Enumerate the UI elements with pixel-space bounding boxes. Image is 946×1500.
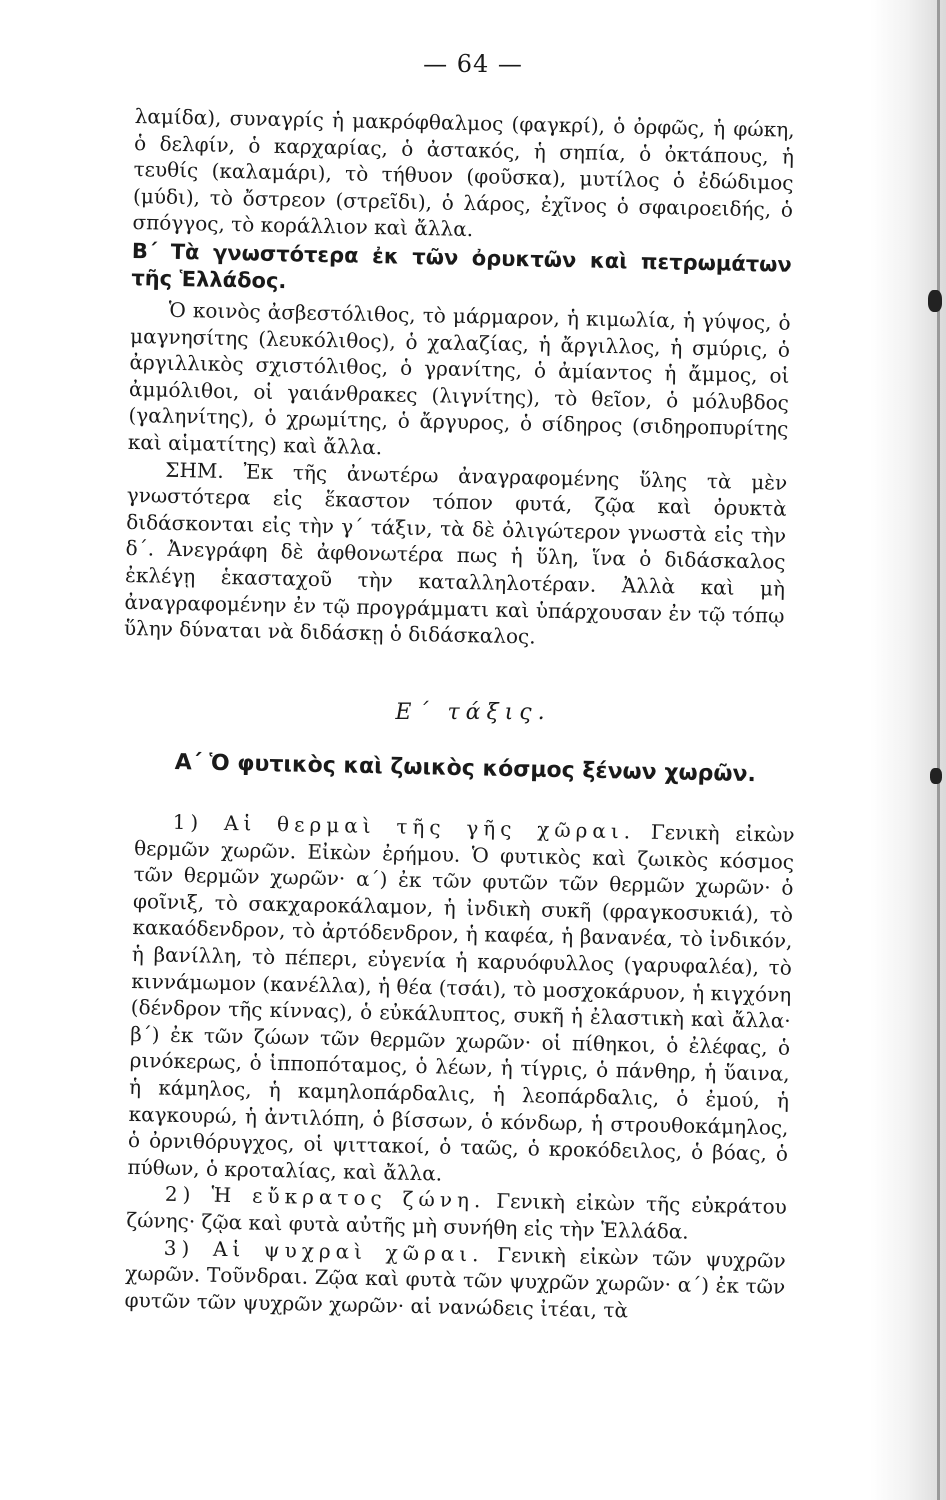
- hot-regions-label: 1) Αἱ θερμαὶ τῆς γῆς χῶραι.: [172, 809, 636, 844]
- cold-regions-label: 3) Αἱ ψυχραὶ χῶραι.: [163, 1235, 484, 1266]
- temperate-zone-text: Γενικὴ εἰκὼν τῆς εὐκράτου ζώνης· ζῷα καὶ φυτὰ αὐτῆς μὴ συνήθη εἰς τὴν Ἑλλάδα.: [126, 1188, 788, 1244]
- hot-regions-text: Γενικὴ εἰκὼν θερμῶν χωρῶν. Εἰκὼν ἐρήμου. Ὁ φυτικὸς καὶ ζωικὸς κόσμος τῶν θερμῶν χωρῶν· α΄) ἐκ τῶν φυτῶν τῶν θερμῶν χωρῶν· ὁ φοῖνιξ, τὸ σακχαροκάλαμον, ἡ ἰνδικὴ συκῆ (φραγκοσυκιά), τὸ κακαόδενδρον, τὸ ἀρτόδενδρον, ἡ καφέα, ἡ βανανέα, τὸ ἰνδικόν, ἡ βανίλλη, τὸ πέπερι, εὐγενία ἡ καρυόφυλλος (γαρυφαλέα), τὸ κιννάμωμον (κανέλλα), ἡ θέα (τσάι), τὸ μοσχοκάρυον, ἡ κιγχόνη (δένδρον τῆς κίννας), ὁ εὐκάλυπτος, συκῆ ἡ ἐλαστικὴ καὶ ἄλλα· β΄) ἐκ τῶν ζώων τῶν θερμῶν χωρῶν· οἱ πίθηκοι, ὁ ἐλέφας, ὁ ρινόκερως, ὁ ἱπποπόταμος, ὁ λέων, ἡ τίγρις, ὁ πάνθηρ, ἡ ὕαινα, ἡ κάμηλος, ἡ καμηλοπάρδαλις, ἡ λεοπάρδαλις, ὁ ἐμού, ἡ καγκουρώ, ἡ ἀντιλόπη, ὁ βίσσων, ὁ κόνδωρ, ἡ στρουθοκάμηλος, ὁ ὀρνιθόρυγχος, οἱ ψιττακοί, ὁ ταῶς, ὁ κροκόδειλος, ὁ βόας, ὁ πύθων, ὁ κροταλίας, καὶ ἄλλα.: [127, 819, 795, 1186]
- temperate-zone-label: 2) Ἡ εὔκρατος ζώνη.: [164, 1182, 486, 1213]
- upper-text-block: [124, 103, 795, 655]
- note-paragraph: ΣΗΜ. Ἐκ τῆς ἀνωτέρω ἀναγραφομένης ὕλης τὰ μὲν γνωστότερα εἰς ἕκαστον τόπον φυτά, ζῷα καὶ ὀρυκτὰ διδάσκονται εἰς τὴν γ΄ τάξιν, τὰ δὲ ὀλιγώτερον γνωστὰ εἰς τὴν δ΄. Ἀνεγράφη δὲ ἀφθονωτέρα πως ἡ ὕλη, ἵνα ὁ διδάσκαλος ἐκλέγῃ ἑκασταχοῦ τὴν καταλληλοτέραν. Ἀλλὰ καὶ μὴ ἀναγραφομένην ἐν τῷ προγράμματι καὶ ὑπάρχουσαν ἐν τῷ τόπῳ ὕλην δύναται νὰ διδάσκῃ ὁ διδάσκαλος.: [123, 457, 788, 649]
- cold-regions-text: Γενικὴ εἰκὼν τῶν ψυχρῶν χωρῶν. Τοῦνδραι. Ζῷα καὶ φυτὰ τῶν ψυχρῶν χωρῶν· α΄) ἐκ τῶν φυτῶν τῶν ψυχρῶν χωρῶν· αἱ νανώδεις ἰτέαι, τὰ: [124, 1241, 786, 1323]
- lower-text-block: [124, 808, 794, 1327]
- section-b-heading: Β΄ Τὰ γνωστότερα ἐκ τῶν ὀρυκτῶν καὶ πετρωμάτων τῆς Ἑλλάδος.: [131, 238, 793, 294]
- marine-animals-paragraph: λαμίδα), συναγρίς ἡ μακρόφθαλμος (φαγκρί), ὁ ὀρφῶς, ἡ φώκη, ὁ δελφίν, ὁ καρχαρίας, ὁ ἀστακός, ἡ σηπία, ὁ ὀκτάπους, ἡ τευθίς (καλαμάρι), τὸ τήθυον (φοῦσκα), μυτίλος ὁ ἐδώδιμος (μύδι), τὸ ὄστρεον (στρεῖδι), ὁ λάρος, ἐχῖνος ὁ σφαιροειδής, ὁ σπόγγος, τὸ κοράλλιον καὶ ἄλλα.: [132, 103, 795, 242]
- ink-mark-bottom: [930, 768, 942, 784]
- ink-mark-top: [928, 290, 942, 312]
- page-edge-shadow: [937, 0, 940, 1500]
- page-number: — 64 —: [423, 50, 523, 78]
- class-title: Ε΄ τάξις.: [395, 700, 551, 725]
- cold-regions-paragraph: [124, 1233, 786, 1327]
- hot-regions-paragraph: [127, 808, 795, 1194]
- section-a-heading: Α΄ Ὁ φυτικὸς καὶ ζωικὸς κόσμος ξένων χωρῶν.: [174, 750, 757, 788]
- minerals-paragraph: Ὁ κοινὸς ἀσβεστόλιθος, τὸ μάρμαρον, ἡ κιμωλία, ἡ γύψος, ὁ μαγνησίτης (λευκόλιθος), ὁ χαλαζίας, ἡ ἄργιλλος, ἡ σμύρις, ὁ ἀργιλλικὸς σχιστόλιθος, ὁ γρανίτης, ὁ ἀμίαντος ἡ ἄμμος, οἱ ἀμμόλιθοι, οἱ γαιάνθρακες (λιγνίτης), τὸ θεῖον, ὁ μόλυβδος (γαληνίτης), ὁ χρωμίτης, ὁ ἄργυρος, ὁ σίδηρος (σιδηροπυρίτης καὶ αἱματίτης) καὶ ἄλλα.: [127, 297, 791, 460]
